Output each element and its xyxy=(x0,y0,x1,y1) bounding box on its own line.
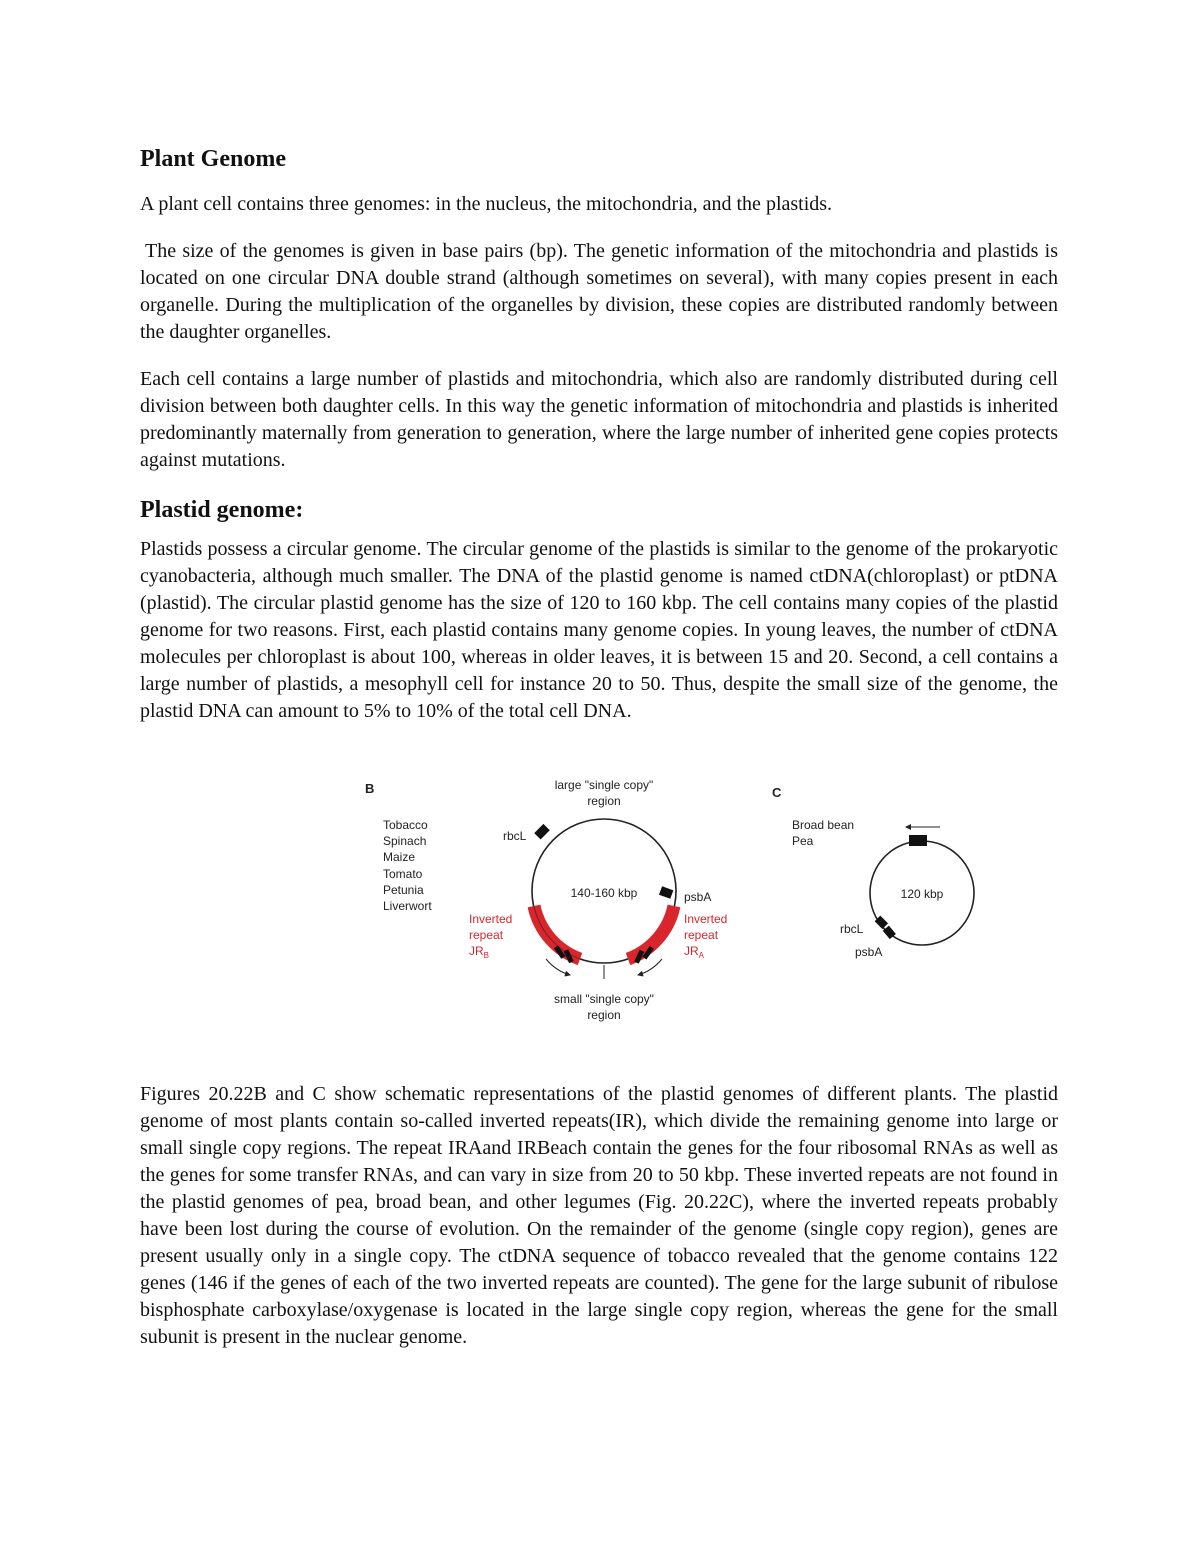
gene-label-rbcl-b: rbcL xyxy=(503,829,527,843)
genome-size-c: 120 kbp xyxy=(900,887,944,901)
ir-a-subscript: A xyxy=(698,951,705,960)
species-b-6: Liverwort xyxy=(383,899,432,913)
gene-label-rbcl-c: rbcL xyxy=(840,922,864,936)
genome-size-b: 140-160 kbp xyxy=(570,886,638,900)
large-sc-label-2: region xyxy=(587,794,621,808)
species-b-3: Maize xyxy=(383,850,416,864)
small-sc-label-2: region xyxy=(587,1008,621,1022)
svg-text:JRB xyxy=(469,944,489,960)
gene-label-psba-b: psbA xyxy=(684,890,712,904)
rbcl-marker-b xyxy=(534,824,550,840)
document-body xyxy=(140,143,1058,1371)
ir-b-label-1: Inverted xyxy=(469,912,513,926)
panel-b-letter: B xyxy=(365,781,375,796)
species-c-2: Pea xyxy=(792,834,814,848)
figure-svg xyxy=(140,761,1058,1051)
panel-b xyxy=(365,778,727,1022)
large-sc-label-1: large "single copy" xyxy=(554,778,654,792)
ir-b-label-2: repeat xyxy=(469,928,504,942)
ir-b-subscript: B xyxy=(483,951,490,960)
ir-b-label-3: JR xyxy=(469,944,484,958)
species-c-1: Broad bean xyxy=(792,818,855,832)
section-paragraph: Plastids possess a circular genome. The circular genome of the plastids is similar to the genome of the prokaryotic cyanobacteria, although much smaller. The DNA of the plastid genome is named ctDNA(chloroplast) or ptDNA (plastid). The circular plastid genome has the size of 120 to 160 kbp. The cell contains many copies of the plastid genome for two reasons. First, each plastid contains many genome copies. In young leaves, the number of ctDNA molecules per chloroplast is about 100, whereas in older leaves, it is between 15 and 20. Second, a cell contains a large number of plastids, a mesophyll cell for instance 20 to 50. Thus, despite the small size of the genome, the plastid DNA can amount to 5% to 10% of the total cell DNA. xyxy=(140,538,1058,722)
panel-c-letter: C xyxy=(772,785,782,800)
intro-paragraph-1: A plant cell contains three genomes: in the nucleus, the mitochondria, and the plastids. xyxy=(140,193,833,215)
gene-block-c-top xyxy=(909,835,927,846)
ir-a-label-3: JR xyxy=(684,944,699,958)
plastid-genome-figure xyxy=(140,761,1058,1051)
section-heading: Plastid genome: xyxy=(140,497,304,523)
small-sc-label-1: small "single copy" xyxy=(554,992,654,1006)
page-title: Plant Genome xyxy=(140,146,286,172)
species-b-4: Tomato xyxy=(383,867,423,881)
arrow-ir-a xyxy=(638,959,662,975)
intro-paragraph-3: Each cell contains a large number of plastids and mitochondria, which also are randomly distributed during cell division between both daughter cells. In this way the genetic information of mitochondria and plastids is inherited predominantly maternally from generation to generation, where the large number of inherited gene copies protects against mutations. xyxy=(140,368,1058,471)
species-b-5: Petunia xyxy=(383,883,424,897)
species-b-2: Spinach xyxy=(383,834,427,848)
species-b-1: Tobacco xyxy=(383,818,428,832)
svg-text:JRA xyxy=(684,944,705,960)
ir-a-label-1: Inverted xyxy=(684,912,728,926)
closing-paragraph: Figures 20.22B and C show schematic representations of the plastid genomes of different plants. The plastid genome of most plants contain so-called inverted repeats(IR), which divide the remaining genome into large or small single copy regions. The repeat IRAand IRBeach contain the genes for the four ribosomal RNAs as well as the genes for some transfer RNAs, and can vary in size from 20 to 50 kbp. These inverted repeats are not found in the plastid genomes of pea, broad bean, and other legumes (Fig. 20.22C), where the inverted repeats probably have been lost during the course of evolution. On the remainder of the genome (single copy region), genes are present usually only in a single copy. The ctDNA sequence of tobacco revealed that the genome contains 122 genes (146 if the genes of each of the two inverted repeats are counted). The gene for the large subunit of ribulose bisphosphate carboxylase/oxygenase is located in the large single copy region, whereas the gene for the small subunit is present in the nuclear genome. xyxy=(140,1083,1058,1348)
intro-paragraph-2: The size of the genomes is given in base pairs (bp). The genetic information of the mitochondria and plastids is located on one circular DNA double strand (although sometimes on several), with many copies present in each organelle. During the multiplication of the organelles by division, these copies are distributed randomly between the daughter organelles. xyxy=(140,240,1058,343)
panel-c xyxy=(772,785,974,959)
psba-marker-b xyxy=(659,886,673,899)
gene-label-psba-c: psbA xyxy=(855,945,883,959)
ir-a-label-2: repeat xyxy=(684,928,719,942)
arrow-ir-b xyxy=(546,959,570,975)
